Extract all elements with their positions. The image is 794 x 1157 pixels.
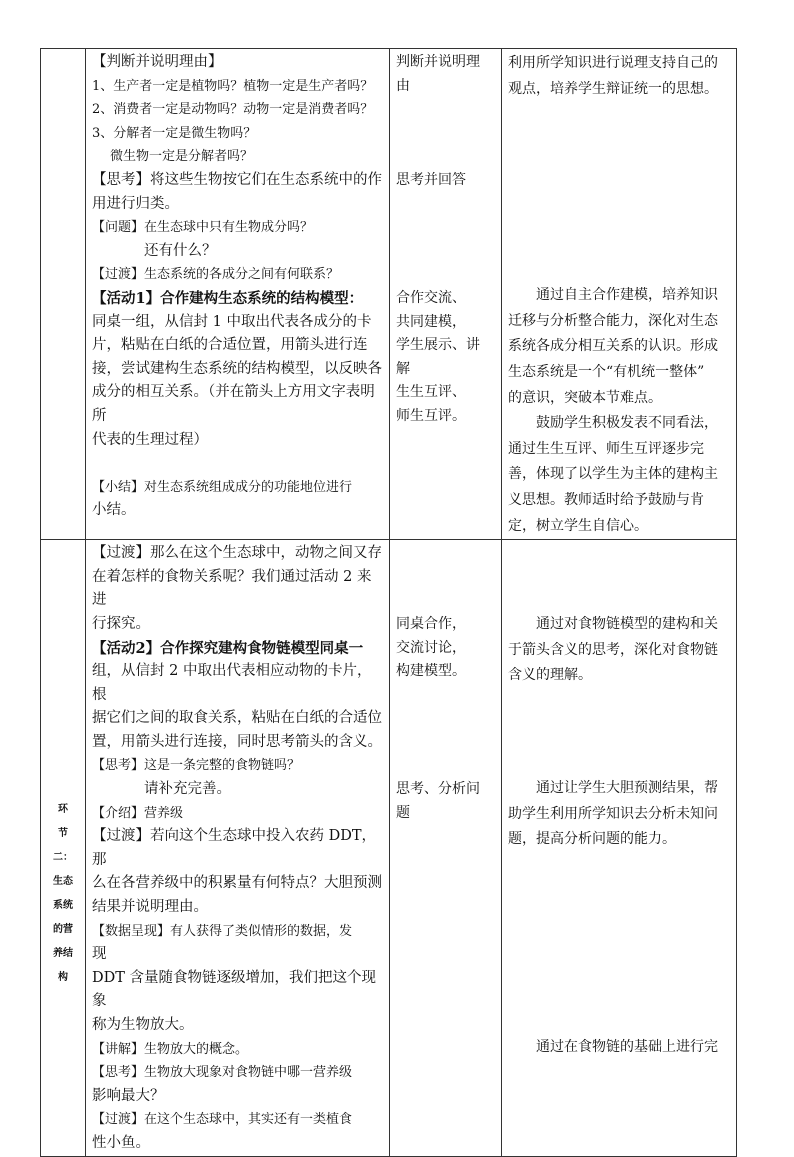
design-intent-cell bbox=[502, 49, 737, 540]
teacher-line: 代表的生理过程） bbox=[92, 431, 208, 448]
segment-cell-empty bbox=[41, 49, 86, 540]
teacher-line: 【活动2】合作探究建构食物链模型同桌一 bbox=[92, 639, 364, 657]
segment-label-char: 生态 bbox=[53, 876, 73, 888]
design-line: 助学生利用所学知识去分析未知问 bbox=[508, 805, 718, 822]
student-line: 学生展示、讲 bbox=[396, 337, 480, 354]
teacher-line: 同桌一组，从信封 1 中取出代表各成分的卡 bbox=[92, 313, 372, 330]
teacher-line: 片，粘贴在白纸的合适位置，用箭头进行连 bbox=[92, 337, 368, 354]
teacher-line: 【过渡】若向这个生态球中投入农药 DDT，那 bbox=[92, 828, 377, 868]
segment-label-char: 环 bbox=[58, 804, 68, 816]
teacher-line: 接，尝试建构生态系统的结构模型，以反映各 bbox=[92, 360, 382, 377]
student-line: 师生互评。 bbox=[396, 407, 466, 424]
segment-label-char: 系统 bbox=[53, 900, 73, 912]
teacher-line: 【问题】在生态球中只有生物成分吗？ bbox=[92, 220, 314, 236]
segment-cell bbox=[41, 540, 86, 1156]
student-activity-cell bbox=[390, 540, 502, 1156]
teacher-activity-cell bbox=[86, 49, 390, 540]
design-line: 的意识，突破本节难点。 bbox=[508, 389, 662, 406]
design-line: 迁移与分析整合能力，深化对生态 bbox=[508, 312, 718, 329]
teacher-line: 【讲解】生物放大的概念。 bbox=[92, 1041, 249, 1057]
design-line: 于箭头含义的思考，深化对食物链 bbox=[508, 641, 718, 658]
teacher-line: DDT 含量随食物链逐级增加，我们把这个现象 bbox=[92, 969, 377, 1010]
teacher-line: 【活动1】合作建构生态系统的结构模型： bbox=[92, 289, 364, 307]
design-line: 题，提高分析问题的能力。 bbox=[508, 831, 676, 848]
student-line: 同桌合作， bbox=[396, 615, 466, 632]
teacher-line: 么在各营养级中的积累量有何特点？大胆预测 bbox=[92, 875, 382, 892]
design-line: 义思想。教师适时给予鼓励与肯 bbox=[508, 491, 704, 508]
teacher-line: 置，用箭头进行连接，同时思考箭头的含义。 bbox=[92, 733, 382, 750]
design-line: 生态系统是一个“有机统一整体” bbox=[508, 363, 705, 380]
teacher-line: 用进行归类。 bbox=[92, 195, 179, 212]
teacher-line: 【过渡】在这个生态球中，其实还有一类植食 bbox=[92, 1112, 353, 1128]
teacher-line: 称为生物放大。 bbox=[92, 1017, 194, 1033]
teacher-line: 组，从信封 2 中取出代表相应动物的卡片，根 bbox=[92, 663, 372, 703]
student-line: 思考并回答 bbox=[396, 171, 466, 188]
segment-label-char: 养结 bbox=[53, 948, 73, 960]
design-line: 定，树立学生自信心。 bbox=[508, 517, 648, 534]
teacher-line: 在着怎样的食物关系呢？我们通过活动 2 来进 bbox=[92, 568, 372, 609]
teacher-line: 行探究。 bbox=[92, 615, 150, 632]
lesson-plan-table bbox=[40, 48, 737, 1157]
design-line: 通过自主合作建模，培养知识 bbox=[536, 287, 718, 304]
teacher-line: 还有什么？ bbox=[144, 242, 217, 259]
teacher-line: 现 bbox=[92, 946, 107, 963]
design-line: 通过让学生大胆预测结果，帮 bbox=[536, 779, 718, 796]
teacher-line: 结果并说明理由。 bbox=[92, 899, 208, 916]
design-line: 含义的理解。 bbox=[508, 667, 592, 684]
design-line: 观点，培养学生辩证统一的思想。 bbox=[508, 80, 718, 97]
segment-label-char: 的营 bbox=[53, 924, 73, 936]
teacher-line: 【判断并说明理由】 bbox=[92, 54, 223, 70]
segment-label-char: 构 bbox=[58, 972, 68, 984]
teacher-line: 性小鱼。 bbox=[92, 1134, 150, 1151]
student-line: 合作交流、 bbox=[396, 289, 466, 306]
teacher-line: 【思考】将这些生物按它们在生态系统中的作 bbox=[92, 171, 382, 188]
student-line: 交流讨论， bbox=[396, 639, 466, 656]
teacher-line: 微生物一定是分解者吗？ bbox=[110, 149, 254, 165]
student-line: 思考、分析问 bbox=[396, 781, 480, 798]
design-line: 鼓励学生积极发表不同看法， bbox=[536, 415, 718, 432]
teacher-line: 1、生产者一定是植物吗？植物一定是生产者吗？ bbox=[92, 78, 374, 94]
design-intent-cell bbox=[502, 540, 737, 1156]
table-row bbox=[41, 540, 737, 1156]
teacher-line: 【过渡】那么在这个生态球中，动物之间又存 bbox=[92, 545, 382, 562]
design-line: 通过在食物链的基础上进行完 bbox=[536, 1038, 718, 1055]
teacher-line: 影响最大？ bbox=[92, 1087, 165, 1104]
student-line: 由 bbox=[396, 77, 410, 94]
table-row bbox=[41, 49, 737, 540]
segment-label-char: 二： bbox=[53, 852, 73, 864]
teacher-line: 成分的相互关系。（并在箭头上方用文字表明所 bbox=[92, 384, 375, 424]
design-line: 利用所学知识进行说理支持自己的 bbox=[508, 55, 718, 71]
teacher-line: 【小结】对生态系统组成成分的功能地位进行 bbox=[92, 479, 353, 495]
teacher-activity-cell bbox=[86, 540, 390, 1156]
teacher-line: 【过渡】生态系统的各成分之间有何联系？ bbox=[92, 267, 340, 283]
teacher-line: 【数据呈现】有人获得了类似情形的数据，发 bbox=[92, 923, 353, 939]
student-line: 生生互评、 bbox=[396, 384, 466, 401]
student-line: 题 bbox=[396, 804, 410, 821]
lesson-plan-page bbox=[40, 48, 737, 1151]
teacher-line: 2、消费者一定是动物吗？动物一定是消费者吗？ bbox=[92, 102, 374, 118]
teacher-line: 【思考】这是一条完整的食物链吗？ bbox=[92, 758, 301, 774]
segment-label-char: 节 bbox=[58, 828, 68, 840]
teacher-line: 据它们之间的取食关系，粘贴在白纸的合适位 bbox=[92, 710, 382, 727]
student-line: 构建模型。 bbox=[396, 663, 466, 680]
teacher-line: 3、分解者一定是微生物吗？ bbox=[92, 125, 257, 141]
student-line: 解 bbox=[396, 360, 410, 377]
teacher-line: 【思考】生物放大现象对食物链中哪一营养级 bbox=[92, 1065, 353, 1081]
teacher-line: 请补充完善。 bbox=[144, 781, 231, 798]
design-line: 通过生生互评、师生互评逐步完 bbox=[508, 440, 704, 457]
design-line: 系统各成分相互关系的认识。形成 bbox=[508, 338, 718, 355]
student-line: 判断并说明理 bbox=[396, 54, 480, 70]
teacher-line: 【介绍】营养级 bbox=[92, 805, 184, 821]
student-line: 共同建模， bbox=[396, 313, 466, 330]
student-activity-cell bbox=[390, 49, 502, 540]
design-line: 通过对食物链模型的建构和关 bbox=[536, 616, 718, 633]
design-line: 善，体现了以学生为主体的建构主 bbox=[508, 466, 718, 483]
teacher-line: 小结。 bbox=[92, 502, 136, 519]
